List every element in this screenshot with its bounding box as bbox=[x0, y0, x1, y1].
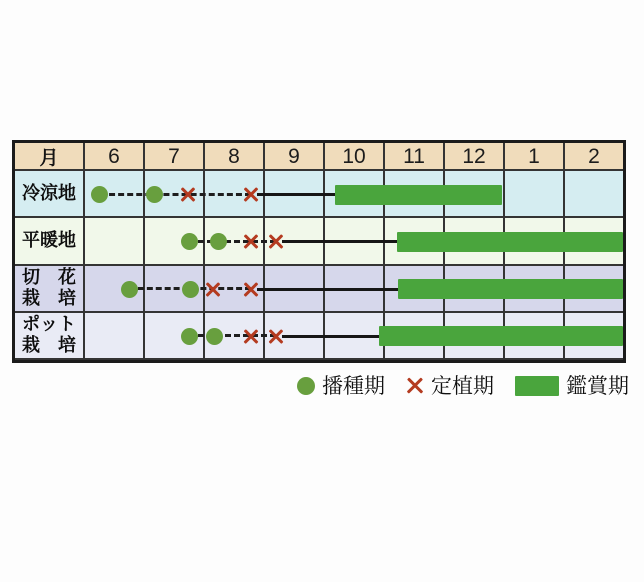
row-label bbox=[15, 218, 85, 263]
month-axis-corner-label: 月 bbox=[15, 143, 85, 169]
calendar-cell bbox=[505, 266, 565, 311]
calendar-cell bbox=[325, 266, 385, 311]
month-header-cell: 7 bbox=[145, 143, 205, 169]
calendar-cell bbox=[565, 171, 623, 216]
row-label-line: 栽 培 bbox=[22, 288, 76, 309]
calendar-cell bbox=[205, 218, 265, 263]
legend-item-sowing bbox=[297, 376, 385, 397]
month-header-cell: 6 bbox=[85, 143, 145, 169]
calendar-cell bbox=[505, 313, 565, 358]
calendar-cell bbox=[505, 218, 565, 263]
calendar-cell bbox=[505, 171, 565, 216]
calendar-cell bbox=[145, 218, 205, 263]
row-label-line: 冷涼地 bbox=[22, 183, 76, 204]
month-header-cell: 11 bbox=[385, 143, 445, 169]
calendar-cell bbox=[565, 313, 623, 358]
calendar-cell bbox=[565, 218, 623, 263]
legend-item-viewing bbox=[515, 376, 629, 397]
calendar-cell bbox=[85, 171, 145, 216]
row-label-line: 平暖地 bbox=[22, 230, 76, 251]
calendar-row bbox=[15, 171, 623, 218]
sow-dot-icon bbox=[297, 377, 315, 395]
plant-cross-icon bbox=[406, 377, 424, 395]
calendar-table bbox=[12, 140, 626, 363]
calendar-cell bbox=[205, 171, 265, 216]
calendar-cell bbox=[325, 218, 385, 263]
legend bbox=[297, 374, 629, 398]
calendar-cell bbox=[205, 266, 265, 311]
calendar-cell bbox=[205, 313, 265, 358]
row-label bbox=[15, 313, 85, 358]
calendar-cell bbox=[565, 266, 623, 311]
calendar-cell bbox=[445, 218, 505, 263]
month-header-row bbox=[15, 143, 623, 171]
calendar-cell bbox=[385, 218, 445, 263]
calendar-row bbox=[15, 266, 623, 313]
view-bar-icon bbox=[515, 376, 559, 396]
legend-item-planting bbox=[406, 376, 494, 397]
month-header-cell: 1 bbox=[505, 143, 565, 169]
calendar-cell bbox=[385, 171, 445, 216]
calendar-cell bbox=[325, 171, 385, 216]
calendar-cell bbox=[85, 266, 145, 311]
calendar-cell bbox=[265, 218, 325, 263]
calendar-cell bbox=[265, 313, 325, 358]
month-header-cell: 8 bbox=[205, 143, 265, 169]
month-header-cell: 2 bbox=[588, 145, 600, 168]
calendar-cell bbox=[145, 266, 205, 311]
calendar-cell bbox=[265, 266, 325, 311]
month-header-cell: 10 bbox=[325, 143, 385, 169]
calendar-cell bbox=[145, 171, 205, 216]
row-label bbox=[15, 266, 85, 311]
month-header-cell: 12 bbox=[445, 143, 505, 169]
legend-label-sowing: 播種期 bbox=[322, 374, 385, 398]
row-label-line: 切 花 bbox=[22, 267, 76, 288]
row-label-line: ポット bbox=[22, 314, 76, 335]
calendar-cell bbox=[265, 171, 325, 216]
calendar-cell bbox=[145, 313, 205, 358]
calendar-cell bbox=[85, 218, 145, 263]
legend-label-viewing: 鑑賞期 bbox=[566, 374, 629, 398]
calendar-cell bbox=[445, 313, 505, 358]
calendar-cell bbox=[85, 313, 145, 358]
calendar-cell bbox=[325, 313, 385, 358]
calendar-cell bbox=[385, 313, 445, 358]
row-label bbox=[15, 171, 85, 216]
row-label-line: 栽 培 bbox=[22, 335, 76, 356]
calendar-row bbox=[15, 313, 623, 360]
calendar-cell bbox=[385, 266, 445, 311]
month-header-cell: 9 bbox=[265, 143, 325, 169]
legend-label-planting: 定植期 bbox=[431, 374, 494, 398]
calendar-cell bbox=[445, 171, 505, 216]
calendar-cell bbox=[445, 266, 505, 311]
calendar-row bbox=[15, 218, 623, 265]
